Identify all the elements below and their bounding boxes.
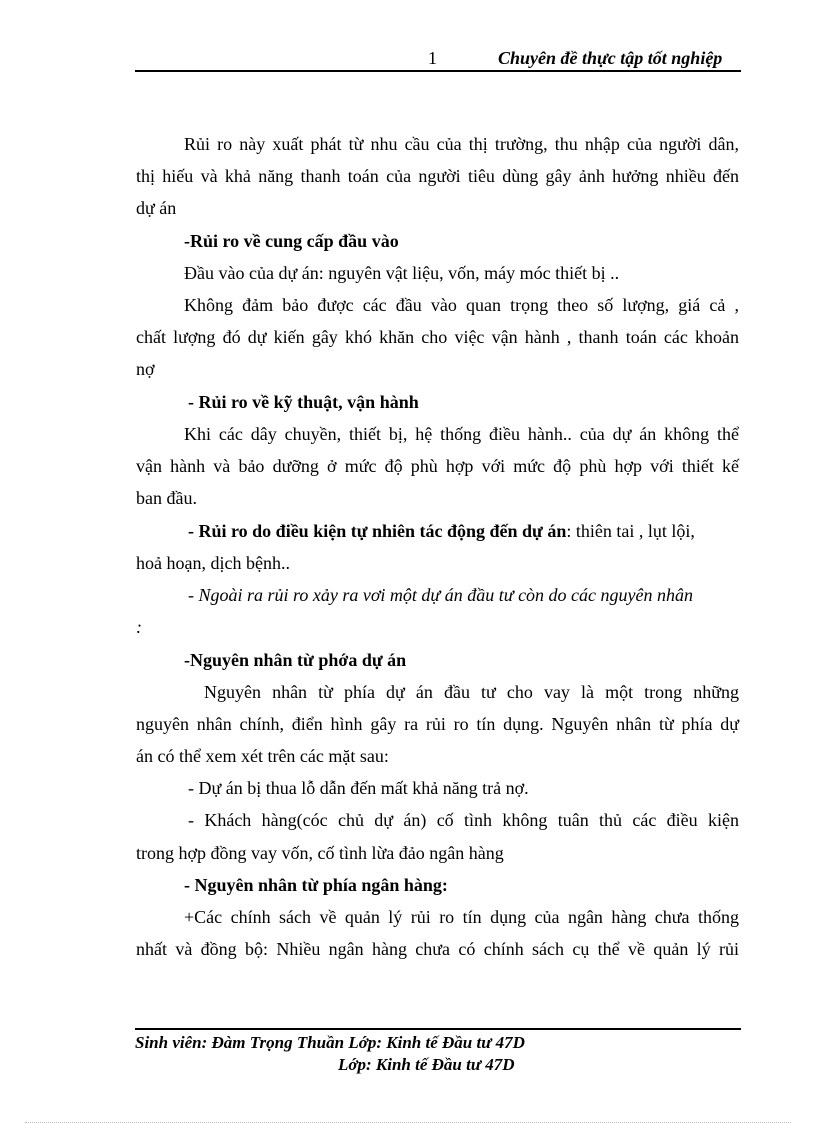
section-heading: - Rủi ro về kỹ thuật, vận hành [188, 392, 419, 412]
paragraph-line: ban đầu. [136, 488, 197, 508]
paragraph-line: - Dự án bị thua lỗ dẫn đến mất khả năng trả nợ. [188, 778, 529, 798]
paragraph-line: nhất và đồng bộ: Nhiều ngân hàng chưa có chính sách cụ thể về quản lý rủi [136, 939, 739, 959]
paragraph-line: trong hợp đồng vay vốn, cố tình lừa đảo ngân hàng [136, 843, 504, 863]
paragraph-line: Rủi ro này xuất phát từ nhu cầu của thị trường, thu nhập của người dân, [184, 134, 739, 154]
section-heading: -Rủi ro về cung cấp đầu vào [184, 231, 399, 251]
paragraph-line: vận hành và bảo dưỡng ở mức độ phù hợp với mức độ phù hợp với thiết kế [136, 456, 739, 476]
paragraph-line: án có thể xem xét trên các mặt sau: [136, 746, 389, 766]
section-heading: - Nguyên nhân từ phía ngân hàng: [184, 875, 448, 895]
footer-rule [135, 1028, 741, 1030]
paragraph-line: +Các chính sách về quản lý rủi ro tín dụng của ngân hàng chưa thống [184, 907, 739, 927]
paragraph-line: nợ [136, 359, 155, 379]
paragraph-line: hoả hoạn, dịch bệnh.. [136, 553, 290, 573]
header-rule [135, 70, 741, 72]
footer-line: Sinh viên: Đàm Trọng Thuần Lớp: Kinh tế Đầu tư 47D [135, 1033, 525, 1052]
paragraph-line: Khi các dây chuyền, thiết bị, hệ thống điều hành.. của dự án không thể [184, 424, 739, 444]
paragraph-line [188, 521, 695, 541]
paragraph-line: Không đảm bảo được các đầu vào quan trọng theo số lượng, giá cả , [184, 295, 739, 315]
section-heading: -Nguyên nhân từ phớa dự án [184, 650, 407, 670]
page-number: 1 [428, 48, 437, 68]
paragraph-text: : thiên tai , lụt lội, [566, 521, 695, 541]
paragraph-line: dự án [136, 198, 177, 218]
paragraph-line: thị hiếu và khả năng thanh toán của người tiêu dùng gây ảnh hưởng nhiều đến [136, 166, 739, 186]
paragraph-line: chất lượng đó dự kiến gây khó khăn cho việc vận hành , thanh toán các khoản [136, 327, 739, 347]
paragraph-line: Nguyên nhân từ phía dự án đầu tư cho vay là một trong những [204, 682, 739, 702]
italic-note: : [136, 617, 142, 637]
header-title: Chuyên đề thực tập tốt nghiệp [498, 48, 723, 68]
footer-line: Lớp: Kinh tế Đầu tư 47D [338, 1055, 515, 1074]
paragraph-line: - Khách hàng(cóc chủ dự án) cố tình không tuân thủ các điều kiện [188, 810, 739, 830]
italic-note: - Ngoài ra rủi ro xảy ra vơi một dự án đầu tư còn do các nguyên nhân [188, 585, 694, 605]
paragraph-line: Đầu vào của dự án: nguyên vật liệu, vốn, máy móc thiết bị .. [184, 263, 620, 283]
section-heading: - Rủi ro do điều kiện tự nhiên tác động đến dự án [188, 521, 567, 541]
paragraph-line: nguyên nhân chính, điển hình gây ra rủi ro tín dụng. Nguyên nhân từ phía dự [136, 714, 739, 734]
